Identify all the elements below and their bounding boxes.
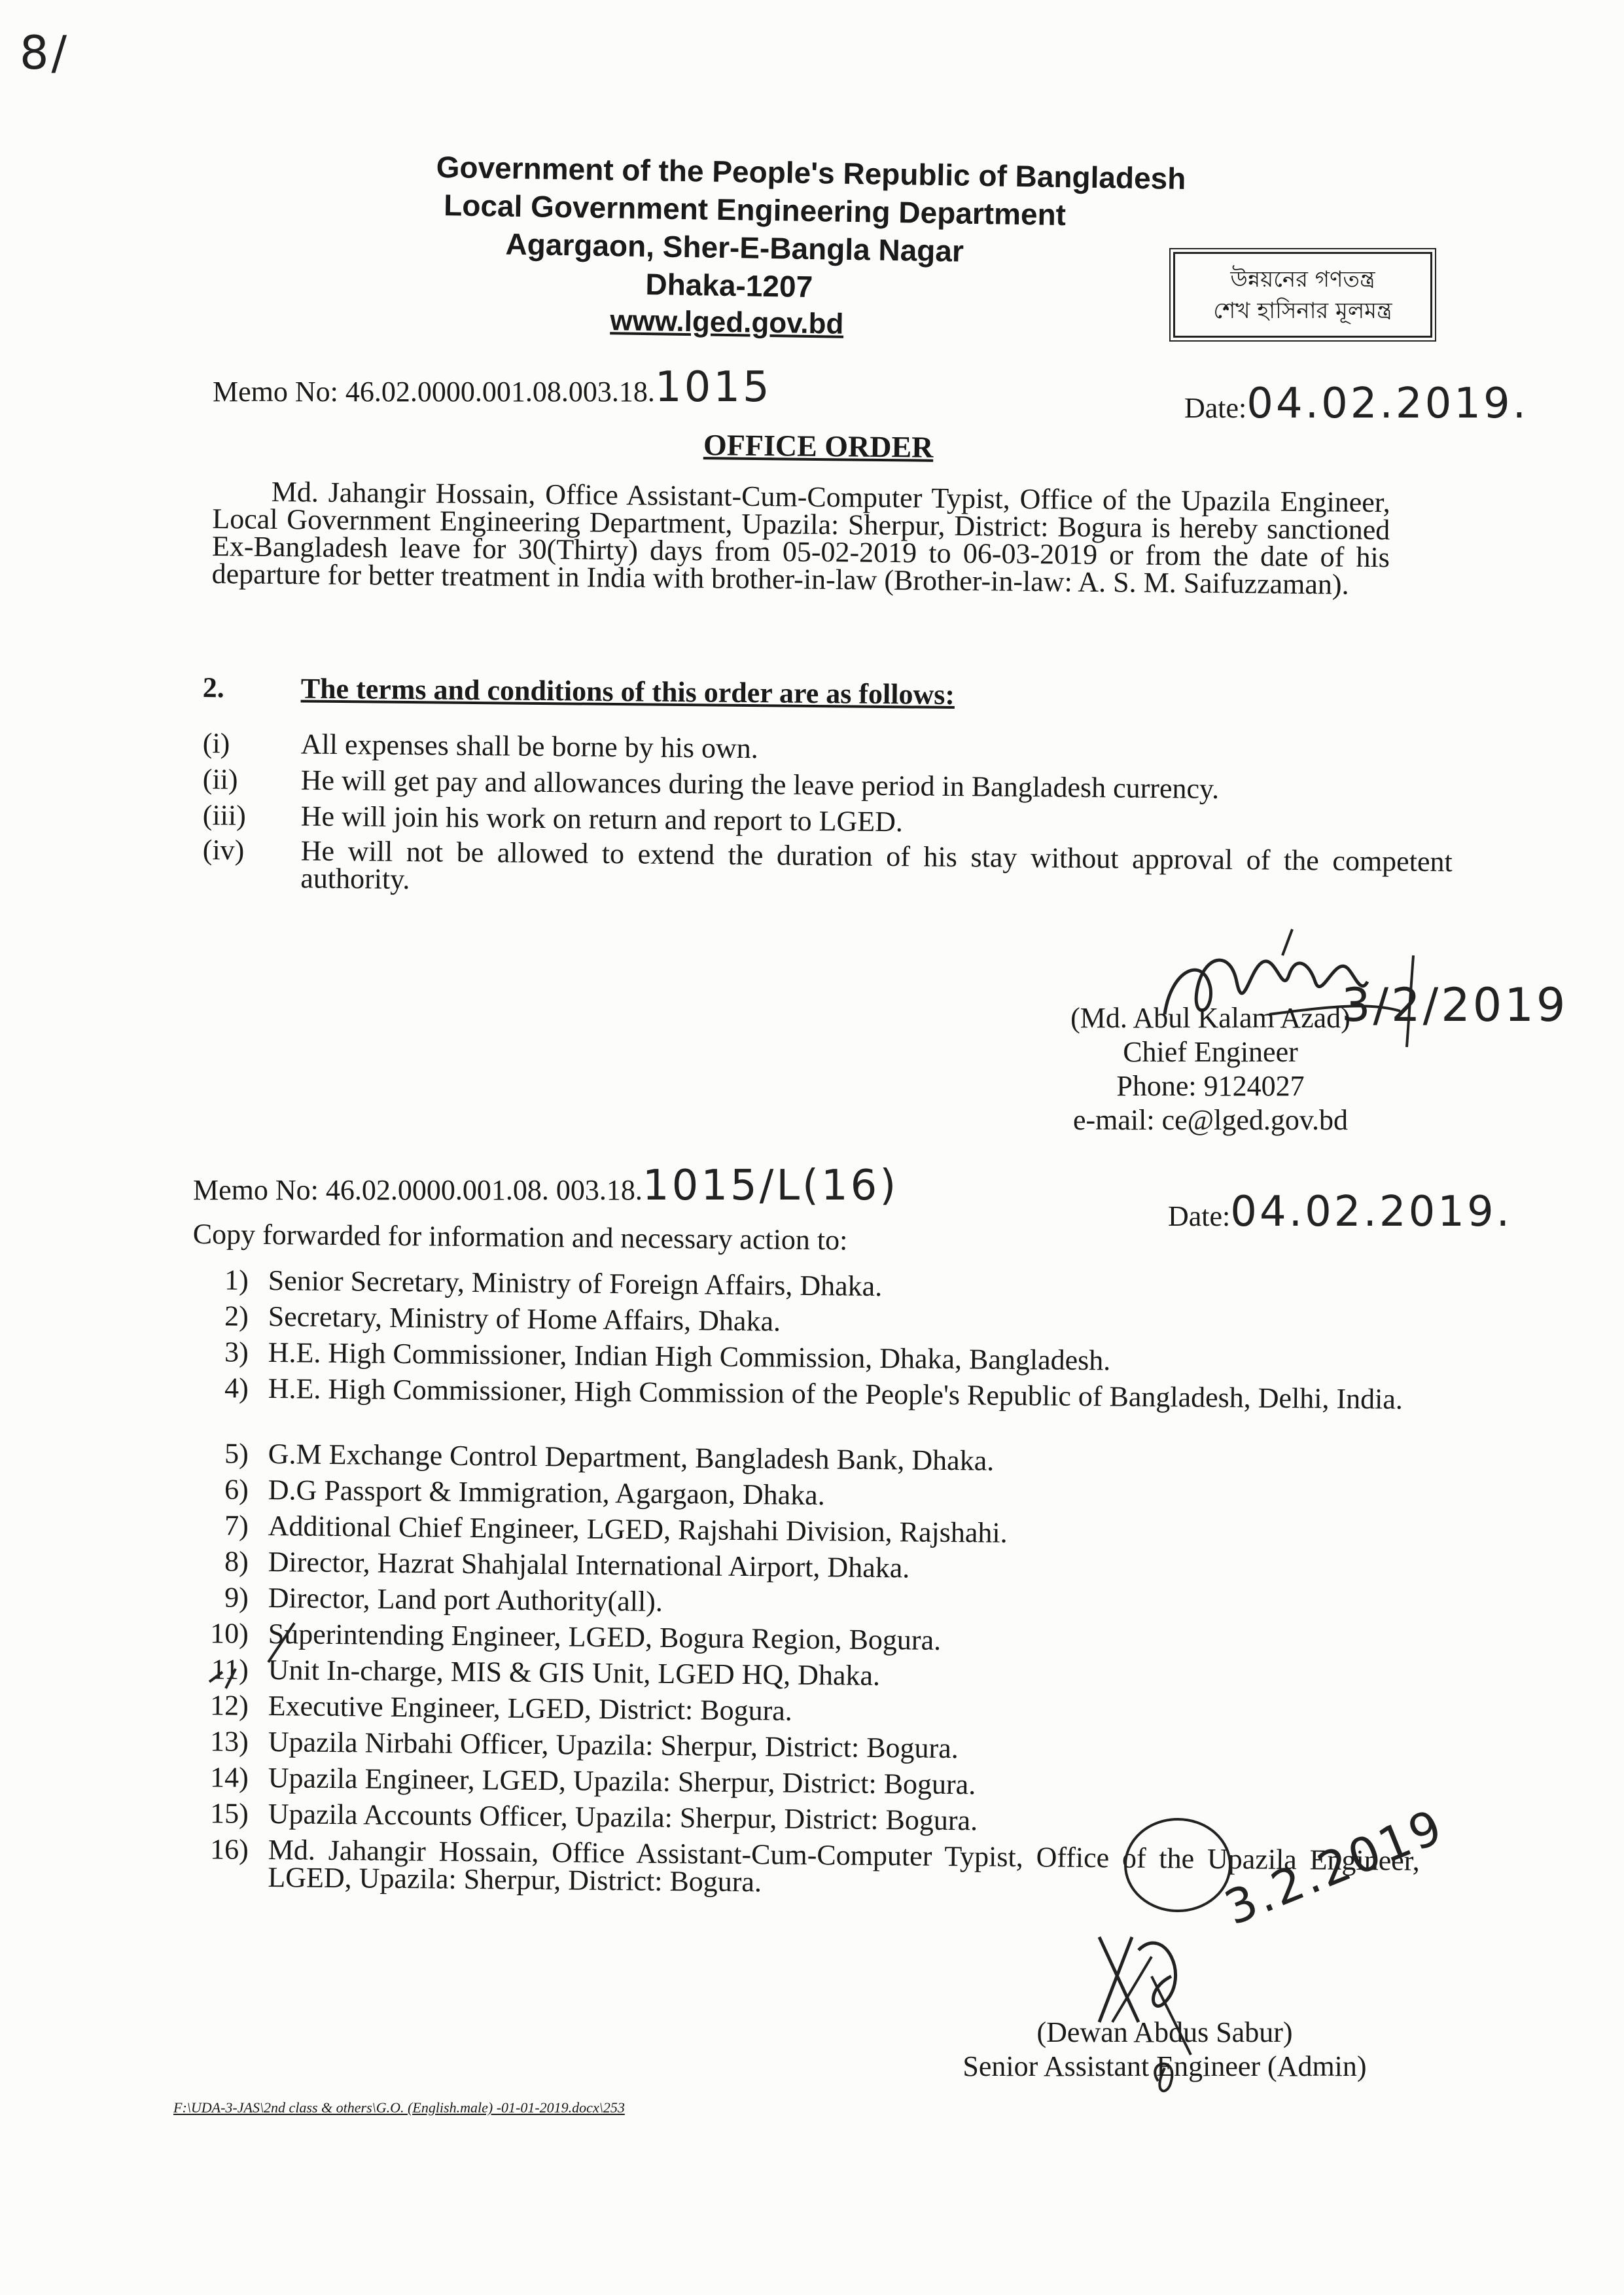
terms-item-number: (iv) <box>202 834 245 866</box>
letterhead-line4: Dhaka-1207 <box>645 267 813 304</box>
copy-item-number: 3) <box>224 1336 249 1368</box>
letterhead <box>351 147 1269 349</box>
copy-list-item <box>196 1689 1439 1727</box>
handwritten-tick-marks <box>196 1616 301 1701</box>
copy-item-number: 4) <box>224 1372 249 1404</box>
copy-item-number: 11) <box>211 1653 249 1686</box>
terms-item-text: He will join his work on return and report to LGED. <box>300 800 904 838</box>
copy-list-item <box>196 1761 1439 1801</box>
memo-number-1 <box>213 363 772 412</box>
copy-list-item <box>196 1581 1439 1618</box>
copy-item-text: Upazila Nirbahi Officer, Upazila: Sherpur, District: Bogura. <box>268 1726 959 1765</box>
copy-list-item <box>196 1300 1439 1338</box>
motto-line1: উন্নয়নের গণতন্ত্র <box>1230 266 1375 293</box>
signatory-name: (Md. Abul Kalam Azad) <box>1070 1002 1350 1034</box>
signatory-name: (Dewan Abdus Sabur) <box>1036 2016 1293 2048</box>
terms-heading-row <box>202 671 1315 711</box>
signature-date-2: 3.2.2019 <box>1217 1798 1452 1936</box>
copy-item-text: H.E. High Commissioner, Indian High Commission, Dhaka, Bangladesh. <box>268 1336 1111 1377</box>
copy-item-text: Additional Chief Engineer, LGED, Rajshahi Division, Rajshahi. <box>268 1510 1008 1549</box>
motto-stamp-box <box>1173 252 1432 338</box>
copy-list-item <box>196 1725 1439 1765</box>
copy-item-text: G.M Exchange Control Department, Bangladesh Bank, Dhaka. <box>268 1438 995 1477</box>
handwritten-date: 04.02.2019. <box>1230 1188 1513 1236</box>
copy-item-number: 14) <box>209 1761 249 1794</box>
copy-item-text: Director, Land port Authority(all). <box>268 1582 663 1618</box>
terms-item-number: (ii) <box>202 763 238 796</box>
terms-item <box>202 727 1453 769</box>
signatory-designation: Senior Assistant Engineer (Admin) <box>962 2050 1367 2082</box>
letterhead-line3: Agargaon, Sher-E-Bangla Nagar <box>505 226 964 268</box>
handwritten-date: 04.02.2019. <box>1246 380 1529 428</box>
handwritten-memo-no: 1015 <box>654 363 772 412</box>
copy-item-text: D.G Passport & Immigration, Agargaon, Dhaka. <box>268 1474 825 1512</box>
copy-item-number: 13) <box>209 1725 249 1758</box>
copy-item-number: 2) <box>224 1300 249 1332</box>
copy-list-item <box>196 1336 1439 1377</box>
letterhead-website[interactable]: www.lged.gov.bd <box>610 304 844 340</box>
copy-list-item <box>196 1617 1439 1656</box>
signatory-designation: Chief Engineer <box>1123 1036 1298 1068</box>
copy-list-item <box>196 1372 1439 1415</box>
signature-date-1: 3/2/2019 <box>1341 978 1568 1032</box>
signatory-email[interactable]: e-mail: ce@lged.gov.bd <box>1072 1104 1349 1136</box>
copy-item-number: 5) <box>224 1437 249 1470</box>
memo-date-2 <box>1168 1188 1512 1236</box>
signatory-phone: Phone: 9124027 <box>1116 1070 1305 1102</box>
corner-handwritten-mark: 8/ <box>20 26 70 80</box>
terms-item <box>202 763 1453 805</box>
letterhead-line2: Local Government Engineering Department <box>443 188 1067 232</box>
terms-number: 2. <box>202 671 224 704</box>
copy-item-number: 12) <box>209 1689 249 1722</box>
terms-item <box>202 836 1453 907</box>
copy-item-number: 6) <box>224 1473 249 1506</box>
memo-prefix: Memo No: 46.02.0000.001.08. 003.18. <box>193 1174 643 1206</box>
terms-item-text: All expenses shall be borne by his own. <box>300 728 758 765</box>
signatory-block-2 <box>916 2016 1413 2084</box>
date-label: Date: <box>1184 392 1247 424</box>
terms-item-number: (i) <box>202 727 230 760</box>
copy-item-number: 15) <box>209 1797 249 1830</box>
copy-item-number: 9) <box>224 1581 249 1614</box>
copy-item-text: Secretary, Ministry of Home Affairs, Dhaka. <box>268 1300 781 1338</box>
copy-item-text: Executive Engineer, LGED, District: Bogura. <box>268 1690 793 1727</box>
copy-item-text: Director, Hazrat Shahjalal International Airport, Dhaka. <box>268 1546 910 1584</box>
body-paragraph: Md. Jahangir Hossain, Office Assistant-Cum-Computer Typist, Office of the Upazila Engineer, Local Government Engineering Department, Upazila: Sherpur, District: Bogura is hereby sanctioned Ex-Bangladesh leave for 30(Thirty) days from 05-02-2019 to 06-03-2019 or from the date of his departure for better treatment in India with brother-in-law (Brother-in-law: A. S. M. Saifuzzaman). <box>211 475 1390 601</box>
copy-list-item <box>196 1545 1439 1584</box>
copy-item-number: 8) <box>224 1545 249 1578</box>
copy-item-number: 10) <box>209 1617 249 1650</box>
footer-file-path: F:\UDA-3-JAS\2nd class & others\G.O. (English.male) -01-01-2019.docx\253 <box>173 2099 625 2116</box>
copy-forward-intro: Copy forwarded for information and necessary action to: <box>192 1218 848 1256</box>
copy-list-item <box>196 1509 1439 1549</box>
copy-item-text: H.E. High Commissioner, High Commission of the People's Republic of Bangladesh, Delhi, India. <box>268 1372 1403 1415</box>
copy-item-text: Unit In-charge, MIS & GIS Unit, LGED HQ, Dhaka. <box>268 1654 881 1692</box>
motto-line2: শেখ হাসিনার মূলমন্ত্র <box>1213 297 1392 324</box>
copy-item-number: 1) <box>224 1264 249 1296</box>
terms-item-text: He will get pay and allowances during the leave period in Bangladesh currency. <box>300 764 1220 805</box>
handwritten-memo-no: 1015/L(16) <box>642 1162 899 1210</box>
terms-heading: The terms and conditions of this order are as follows: <box>300 672 955 711</box>
copy-list-item <box>196 1473 1439 1512</box>
copy-item-text: Md. Jahangir Hossain, Office Assistant-Cum-Computer Typist, Office of the Upazila Engineer, LGED, Upazila: Sherpur, District: Bogura. <box>268 1834 1420 1898</box>
copy-item-number: 7) <box>224 1509 249 1542</box>
terms-item-text: He will not be allowed to extend the duration of his stay without approval of the competent authority. <box>300 834 1453 896</box>
copy-item-number: 16) <box>209 1833 249 1866</box>
document-title: OFFICE ORDER <box>703 428 934 464</box>
letterhead-line1: Government of the People's Republic of Bangladesh <box>436 150 1186 196</box>
terms-item-number: (iii) <box>202 799 247 832</box>
copy-list-item <box>196 1264 1439 1303</box>
copy-list-item <box>196 1437 1439 1477</box>
copy-list-item <box>196 1653 1439 1692</box>
copy-item-text: Upazila Engineer, LGED, Upazila: Sherpur, District: Bogura. <box>268 1762 976 1801</box>
memo-prefix: Memo No: 46.02.0000.001.08.003.18. <box>213 376 655 408</box>
memo-date-1 <box>1184 380 1528 428</box>
memo-number-2 <box>193 1162 898 1210</box>
date-label: Date: <box>1168 1200 1231 1232</box>
copy-item-text: Upazila Accounts Officer, Upazila: Sherpur, District: Bogura. <box>268 1798 978 1837</box>
signatory-block-1 <box>1027 1001 1394 1137</box>
copy-item-text: Senior Secretary, Ministry of Foreign Affairs, Dhaka. <box>268 1264 883 1303</box>
copy-item-text: Superintending Engineer, LGED, Bogura Region, Bogura. <box>268 1618 942 1656</box>
